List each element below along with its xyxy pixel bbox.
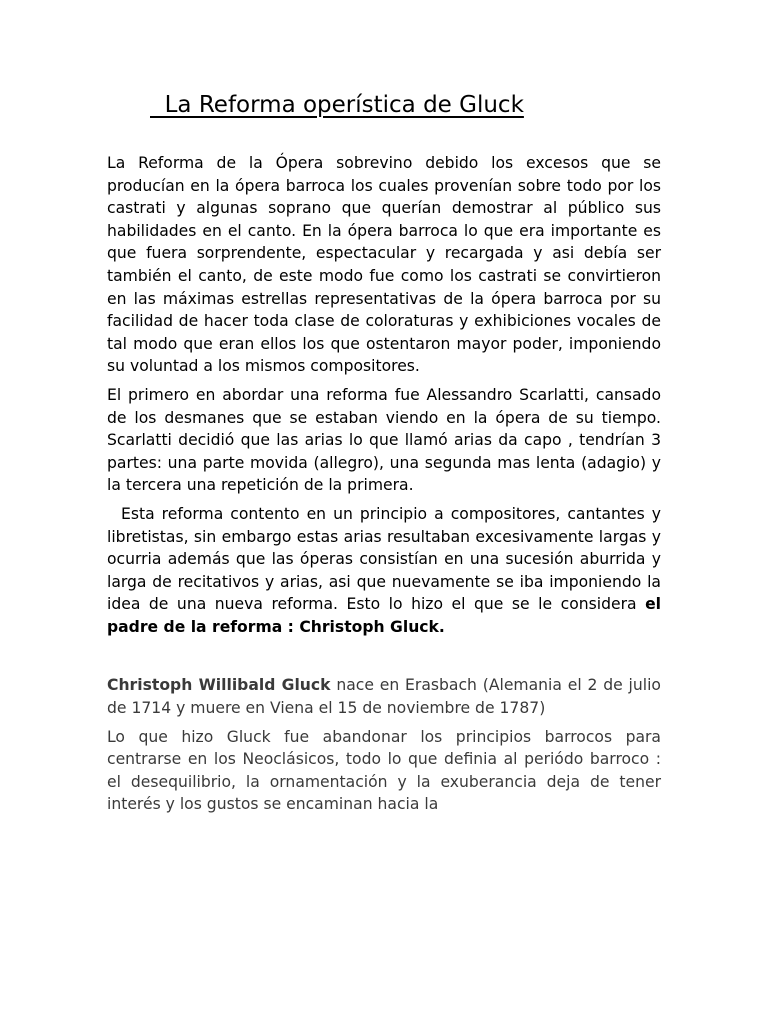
- paragraph-scarlatti-reform: El primero en abordar una reforma fue Alessandro Scarlatti, cansado de los desmanes que se estaban viendo en la ópera de su tiempo. Scarlatti decidió que las arias lo que llamó arias da capo , tendrían 3 partes: una parte movida (allegro), una segunda mas lenta (adagio) y la tercera una repetición de la primera.: [107, 385, 661, 495]
- document-title: [150, 92, 710, 118]
- gluck-biography-text: nace en Erasbach (Alemania el 2 de julio de 1714 y muere en Viena el 15 de noviembre de 1787): [107, 676, 661, 718]
- paragraph-gluck-biography: [107, 674, 661, 719]
- paragraph-new-reform-text: Esta reforma contento en un principio a compositores, cantantes y libretistas, sin embargo estas arias resultaban excesivamente largas y ocurria además que las óperas consistían en una sucesión aburrida y larga de recitativos y arias, asi que nuevamente se iba imponiendo la idea de una nueva reforma. Esto lo hizo el que se le considera: [107, 504, 661, 614]
- title-text: La Reforma operística de Gluck: [150, 92, 524, 118]
- paragraph-opera-reform-origin: La Reforma de la Ópera sobrevino debido los excesos que se producían en la ópera barroca los cuales provenían sobre todo por los castrati y algunas soprano que querían demostrar al público sus habilidades en el canto. En la ópera barroca lo que era importante es que fuera sorprendente, espectacular y recargada y asi debía ser también el canto, de este modo fue como los castrati se convirtieron en las máximas estrellas representativas de la ópera barroca por su facilidad de hacer toda clase de coloraturas y exhibiciones vocales de tal modo que eran ellos los que ostentaron mayor poder, imponiendo su voluntad a los mismos compositores.: [107, 154, 661, 376]
- paragraph-new-reform: [107, 503, 661, 639]
- paragraph-spacer: [107, 644, 661, 674]
- gluck-name-bold: Christoph Willibald Gluck: [107, 676, 331, 695]
- document-body: [107, 152, 661, 822]
- paragraph-new-reform-bold: el padre de la reforma : Christoph Gluck.: [107, 595, 661, 636]
- paragraph-gluck-neoclassical: Lo que hizo Gluck fue abandonar los principios barrocos para centrarse en los Neoclásicos, todo lo que definia al periódo barroco : el desequilibrio, la ornamentación y la exuberancia deja de tener interés y los gustos se encaminan hacia la: [107, 727, 661, 814]
